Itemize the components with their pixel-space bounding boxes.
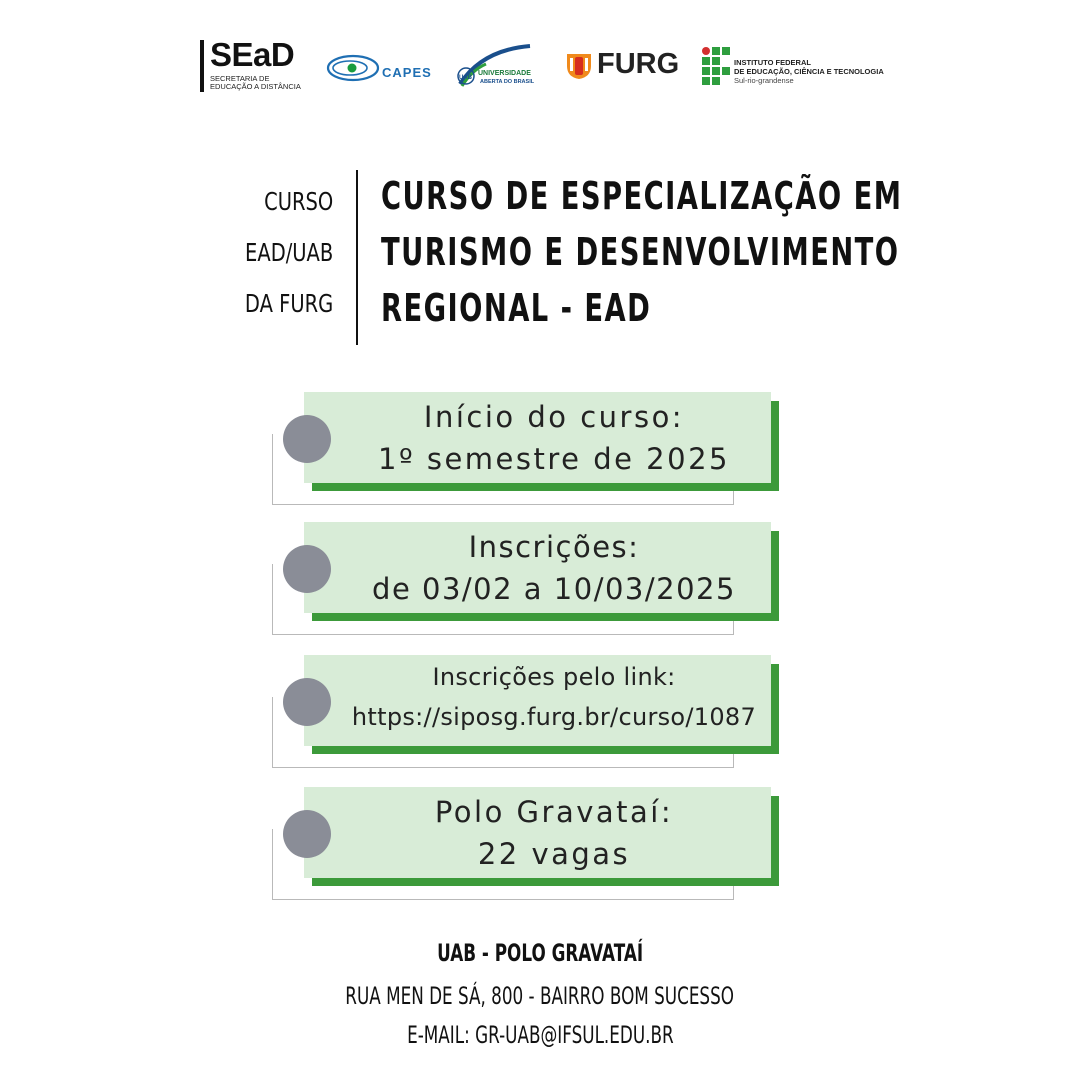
sead-logo-text: SEaD [210,36,295,73]
footer-polo: UAB - POLO GRAVATAÍ [437,939,643,967]
info-card-registration: Inscrições: de 03/02 a 10/03/2025 [272,522,780,639]
info-card-seats: Polo Gravataí: 22 vagas [272,787,780,904]
furg-logo-text: FURG [597,48,680,80]
footer-email: E-MAIL: GR-UAB@IFSUL.EDU.BR [406,1021,674,1049]
sead-logo [198,38,308,98]
logos-row [0,38,1080,98]
uab-logo: UAB UNIVERSIDADE ABERTA DO BRASIL [452,38,544,98]
ifsul-grid-icon [702,47,730,85]
capes-logo [326,38,436,98]
info-card-link: Inscrições pelo link: https://siposg.furg.br/curso/1087 [272,655,780,772]
capes-eye-icon [326,48,382,88]
capes-logo-text: CAPES [382,65,432,80]
svg-text:UAB: UAB [459,75,472,81]
footer-address: RUA MEN DE SÁ, 800 - BAIRRO BOM SUCESSO [345,982,735,1010]
course-title: CURSO DE ESPECIALIZAÇÃO EM TURISMO E DESENVOLVIMENTO REGIONAL - EAD [381,174,903,330]
furg-logo [563,38,683,98]
registration-link[interactable]: https://siposg.furg.br/curso/1087 [351,703,757,731]
furg-emblem-icon [565,50,593,80]
ifsul-logo [702,38,912,98]
sead-logo-subtitle: SECRETARIA DE EDUCAÇÃO A DISTÂNCIA [210,74,301,91]
course-type-label: CURSO EAD/UAB DA FURG [244,187,333,318]
info-card-start: Início do curso: 1º semestre de 2025 [272,392,780,509]
ifsul-logo-text: INSTITUTO FEDERAL DE EDUCAÇÃO, CIÊNCIA E TECNOLOGIA Sul-rio-grandense [734,58,884,85]
header-divider [356,170,358,345]
